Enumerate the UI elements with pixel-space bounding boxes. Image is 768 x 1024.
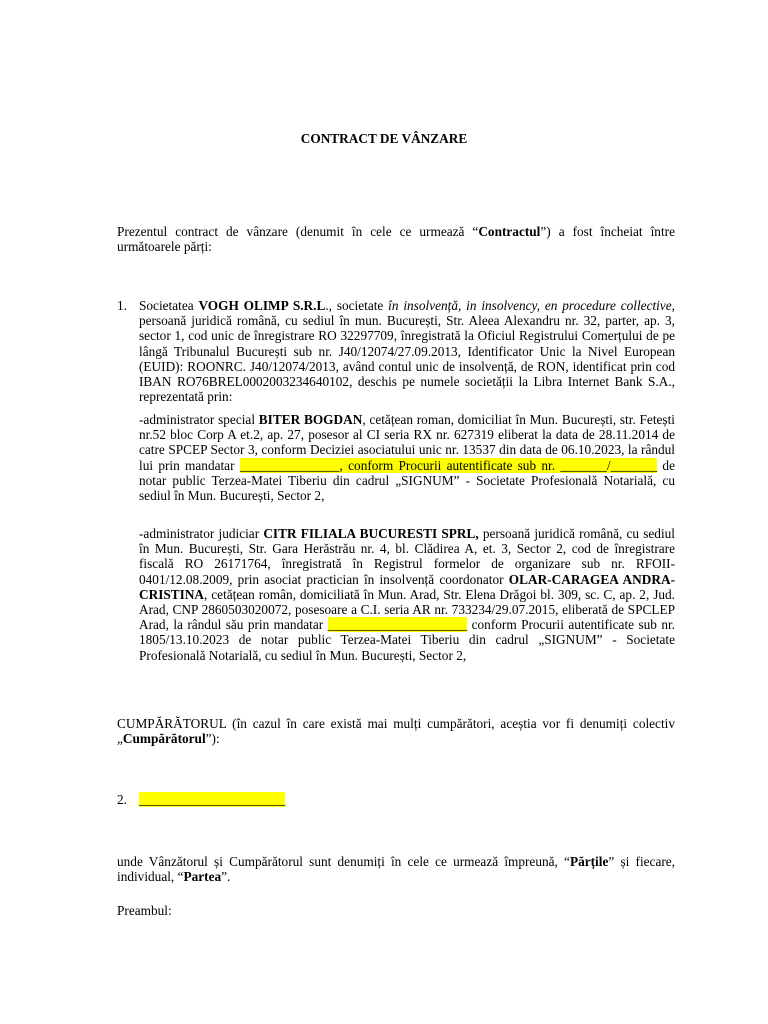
intro-paragraph: Prezentul contract de vânzare (denumit în cele ce urmează “Contractul”) a fost încheiat între următoarele părți:: [117, 224, 675, 255]
list-number-2: 2.: [117, 792, 127, 807]
preamble-heading: Preambul:: [117, 903, 172, 918]
term-partea: Partea: [183, 869, 222, 885]
term-cumparatorul: Cumpărătorul: [122, 731, 206, 747]
term-partile: Părțile: [569, 854, 609, 869]
buyer-name-blank: ______________________: [139, 792, 286, 807]
practitioner-name: OLAR-CARAGEA ANDRA-CRISTINA: [139, 571, 675, 602]
special-administrator-paragraph: -administrator special BITER BOGDAN, cetățean roman, domiciliat în Mun. București, str. Fetești nr.52 bloc Corp A et.2, ap. 27, posesor al CI seria RX nr. 627319 eliberat la data de 28.11.2014 de catre SPCEP Sector 3, conform Deciziei asociatului unic nr. 13537 din data de 06.10.2023, la rândul lui prin mandatar _______________, conform Procurii autentificate sub nr. _______/_______ de notar public Terzea-Matei Tiberiu din cadrul „SIGNUM” - Societate Profesională Notarială, cu sediul în Mun. București, Sector 2,: [139, 412, 675, 504]
special-administrator-name: BITER BOGDAN: [258, 412, 363, 427]
document-title: CONTRACT DE VÂNZARE: [300, 131, 468, 146]
mandatary-blank-highlight-2: _____________________: [327, 617, 468, 633]
parties-paragraph: unde Vânzătorul și Cumpărătorul sunt denumiți în cele ce urmează împreună, “Părțile” și fiecare, individual, “Partea”.: [117, 854, 675, 885]
seller-paragraph: Societatea VOGH OLIMP S.R.L., societate în insolvență, in insolvency, en procedure collective, persoană juridică română, cu sediul în mun. București, Str. Aleea Alexandru nr. 32, parter, ap. 3, sector 1, cod unic de înregistrare RO 32297709, înregistrată la Oficiul Registrului Comerțului de pe lângă Tribunalul București sub nr. J40/12074/27.09.2013, Identificator Unic la Nivel European (EUID): ROONRC. J40/12074/2013, având contul unic de insolvență, de RON, identificat prin cod IBAN RO76BREL0002003234640102, deschis pe numele societății la Libra Internet Bank S.A., reprezentată prin:: [139, 298, 675, 405]
list-number-1: 1.: [117, 298, 127, 313]
judicial-administrator-paragraph: -administrator judiciar CITR FILIALA BUCURESTI SPRL, persoană juridică română, cu sediul în Mun. București, Str. Gara Herăstrău nr. 4, bl. Clădirea A, et. 3, Sector 2, cod de înregistrare fiscală RO 26171764, înregistrată în Registrul formelor de organizare sub nr. RFOII-0401/12.08.2009, prin asociat practician în insolvență coordonator OLAR-CARAGEA ANDRA-CRISTINA, cetățean român, domiciliată în Mun. Arad, Str. Elena Drăgoi bl. 309, sc. C, ap. 2, Jud. Arad, CNP 2860503020072, posesoare a C.I. seria AR nr. 733234/29.07.2015, eliberată de SPCLEP Arad, la rândul său prin mandatar _____________________ conform Procurii autentificate sub nr. 1805/13.10.2023 de notar public Terzea-Matei Tiberiu din cadrul „SIGNUM” - Societate Profesională Notarială, cu sediul în Mun. București, Sector 2,: [139, 526, 675, 663]
seller-name: VOGH OLIMP S.R.L: [198, 298, 326, 313]
mandatary-blank-highlight: _______________, conform Procurii autentificate sub nr. _______/_______: [239, 457, 658, 473]
insolvency-status: în insolvență, in insolvency, en procedure collective: [388, 298, 672, 313]
term-contractul: Contractul: [478, 224, 541, 239]
buyer-paragraph: CUMPĂRĂTORUL (în cazul în care există mai mulți cumpărători, aceștia vor fi denumiți colectiv „Cumpărătorul”):: [117, 716, 675, 747]
judicial-administrator-name: CITR FILIALA BUCURESTI SPRL,: [263, 526, 479, 541]
